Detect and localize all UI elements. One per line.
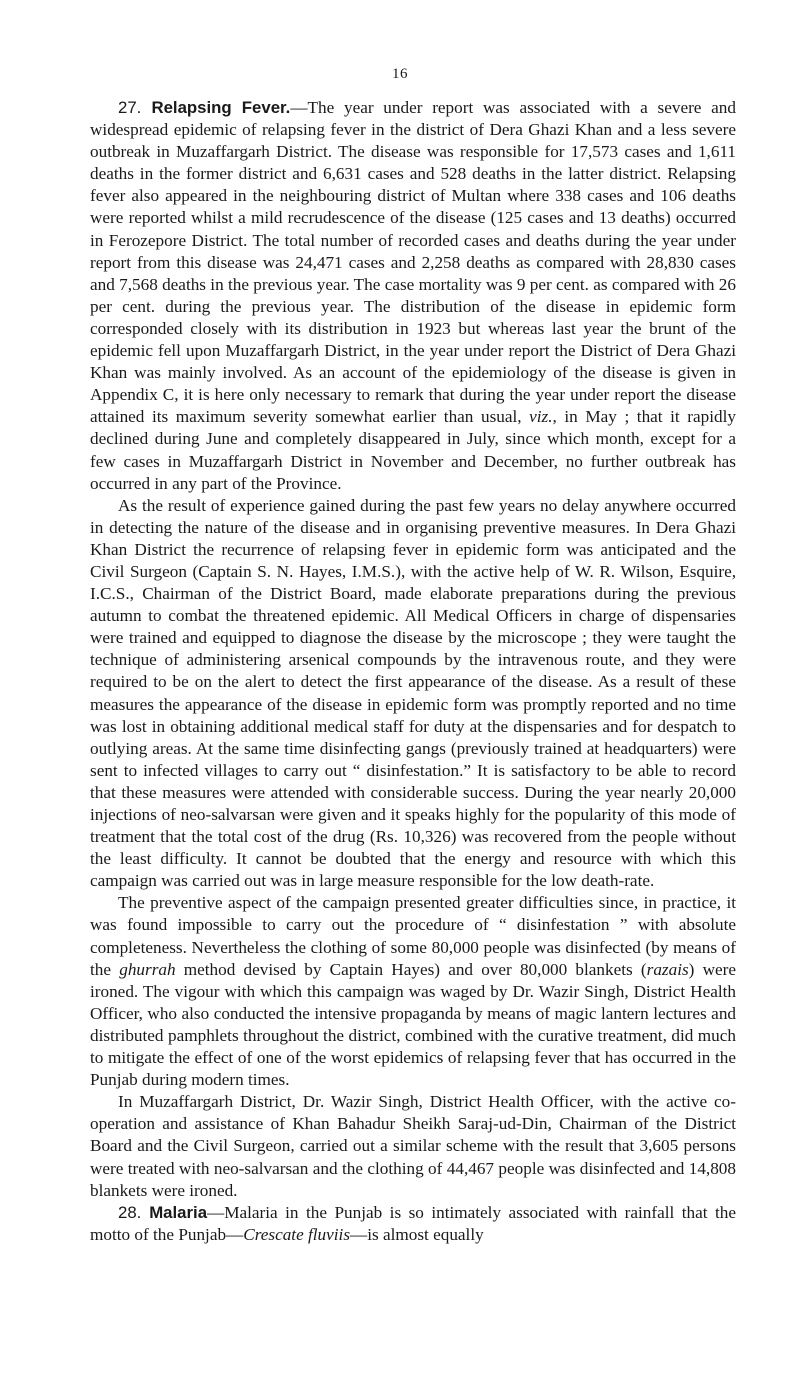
body-text <box>90 97 736 1246</box>
section-number: 27. <box>118 98 142 117</box>
section-number: 28. <box>118 1202 142 1222</box>
section-heading-malaria <box>118 1203 207 1222</box>
paragraph-muzaffargarh <box>90 1091 736 1201</box>
section-title: Relapsing Fever. <box>151 98 291 117</box>
italic-term: viz. <box>529 407 553 427</box>
paragraph-text: As the result of experience gained during the past few years no delay anywhere occurred in detecting the nature of the disease and in organising preventive measures. In Dera Ghazi Khan District the recurrence of relapsing fever in epidemic form was anticipated and the Civil Surgeon (Captain S. N. Hayes, I.M.S.), with the active help of W. R. Wilson, Esquire, I.C.S., Chairman of the District Board, made elaborate preparations during the previous autumn to combat the threatened epidemic. All Medical Officers in charge of dispensaries were trained and equipped to diagnose the disease by the microscope ; they were taught the technique of administering arsenical compounds by the intravenous route, and they were required to be on the alert to detect the first appearance of the disease. As a result of these measures the appearance of the disease in epidemic form was promptly reported and no time was lost in obtaining additional medical staff for duty at the dispensaries and for despatch to outlying areas. At the same time disinfecting gangs (previously trained at headquarters) were sent to infected villages to carry out “ disinfestation.” It is satisfactory to be able to record that these measures were attended with considerable success. During the year nearly 20,000 injections of neo-salvarsan were given and it speaks highly for the popularity of this mode of treatment that the total cost of the drug (Rs. 10,326) was recovered from the people without the least difficulty. It cannot be doubted that the energy and resource with which this campaign was carried out was in large measure responsible for the low death-rate. <box>90 495 736 891</box>
paragraph-text-continued: method devised by Captain Hayes) and over 80,000 blankets ( <box>175 959 647 979</box>
paragraph-preventive-measures <box>90 495 736 893</box>
paragraph-disinfestation <box>90 892 736 1091</box>
paragraph-relapsing-fever <box>90 97 736 495</box>
italic-term: Crescate fluviis <box>243 1224 351 1244</box>
paragraph-text: —The year under report was associated with a severe and widespread epidemic of relapsing fever in the district of Dera Ghazi Khan and a less severe outbreak in Muzaffargarh District. The disease was responsible for 17,573 cases and 1,611 deaths in the former district and 6,631 cases and 528 deaths in the latter district. Relapsing fever also appeared in the neighbouring district of Multan where 338 cases and 106 deaths were reported whilst a mild recrudescence of the disease (125 cases and 13 deaths) occurred in Ferozepore District. The total number of recorded cases and deaths during the year under report from this disease was 24,471 cases and 2,258 deaths as compared with 28,830 cases and 7,568 deaths in the previous year. The case mortality was 9 per cent. as compared with 26 per cent. during the previous year. The distribution of the disease in epidemic form corresponded closely with its distribution in 1923 but whereas last year the brunt of the epidemic fell upon Muzaffargarh District, in the year under report the District of Dera Ghazi Khan was mainly involved. As an account of the epidemiology of the disease is given in Appendix C, it is here only necessary to remark that during the year under report the disease attained its maximum severity somewhat earlier than usual, <box>90 98 736 427</box>
section-heading-relapsing-fever <box>118 98 290 117</box>
italic-term: ghurrah <box>119 959 176 979</box>
paragraph-text-continued: , in May ; that it rapidly declined during June and completely disappeared in July, since which month, except for a few cases in Muzaffargarh District in November and December, no further outbreak has occurred in any part of the Province. <box>90 407 736 493</box>
paragraph-text: The preventive aspect of the campaign presented greater difficulties since, in practice, it was found impossible to carry out the procedure of “ disinfestation ” with absolute completeness. Nevertheless the clothing of some 80,000 people was disinfected (by means of the <box>90 893 736 979</box>
section-title: Malaria <box>149 1202 208 1222</box>
paragraph-malaria <box>90 1202 736 1246</box>
paragraph-text-continued: —is almost equally <box>350 1224 484 1244</box>
paragraph-text-continued: ) were ironed. The vigour with which this campaign was waged by Dr. Wazir Singh, District Health Officer, who also conducted the intensive propaganda by means of magic lantern lectures and distributed pamphlets throughout the district, combined with the curative treatment, did much to mitigate the effect of one of the worst epidemics of relapsing fever that has occurred in the Punjab during modern times. <box>90 959 736 1090</box>
paragraph-text: In Muzaffargarh District, Dr. Wazir Singh, District Health Officer, with the active co-operation and assistance of Khan Bahadur Sheikh Saraj-ud-Din, Chairman of the District Board and the Civil Surgeon, carried out a similar scheme with the result that 3,605 persons were treated with neo-salvarsan and the clothing of 44,467 people was disinfected and 14,808 blankets were ironed. <box>90 1092 736 1200</box>
paragraph-text: —Malaria in the Punjab is so intimately associated with rainfall that the motto of the Punjab— <box>90 1202 736 1244</box>
page-number: 16 <box>392 66 408 82</box>
italic-term: razais <box>646 959 689 979</box>
